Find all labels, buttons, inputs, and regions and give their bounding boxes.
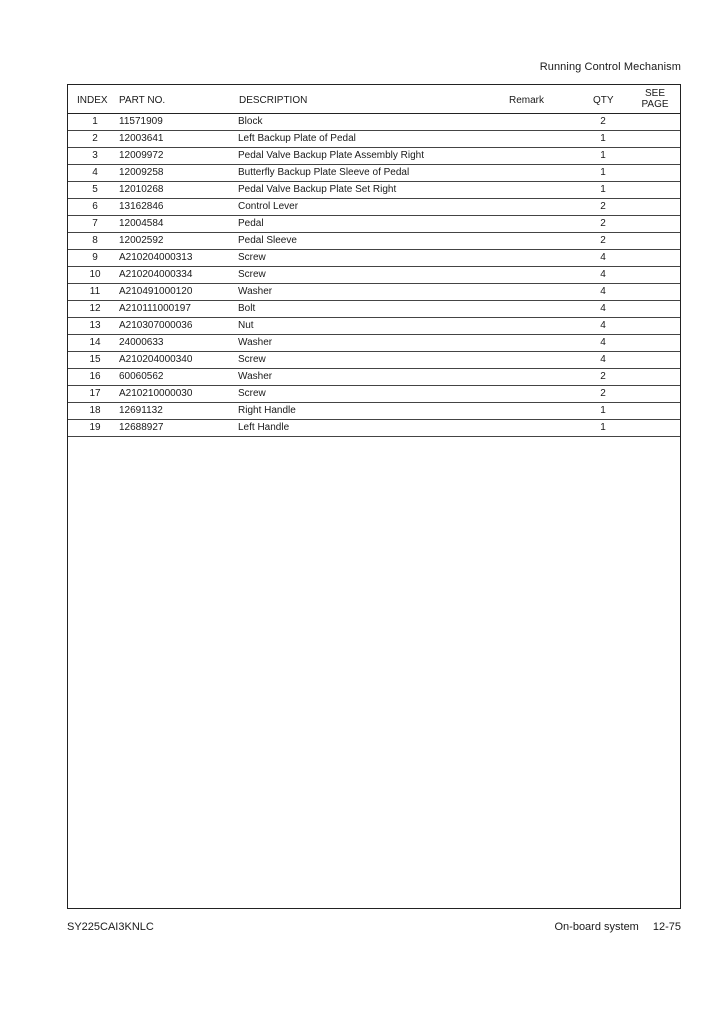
row-qty: 4 bbox=[600, 303, 606, 314]
table-row bbox=[68, 301, 680, 318]
row-index: 6 bbox=[92, 201, 98, 212]
table-row bbox=[68, 182, 680, 199]
row-qty: 4 bbox=[600, 252, 606, 263]
row-qty: 4 bbox=[600, 337, 606, 348]
row-qty: 4 bbox=[600, 354, 606, 365]
footer-chapter-page bbox=[554, 921, 681, 933]
row-description: Screw bbox=[238, 388, 266, 399]
table-row bbox=[68, 318, 680, 335]
row-qty: 4 bbox=[600, 286, 606, 297]
row-description: Left Handle bbox=[238, 422, 290, 433]
row-qty: 4 bbox=[600, 269, 606, 280]
section-title: Running Control Mechanism bbox=[539, 61, 681, 73]
row-part-no: 12009258 bbox=[119, 167, 164, 178]
row-description: Right Handle bbox=[238, 405, 296, 416]
row-part-no: A210204000313 bbox=[119, 252, 193, 263]
footer-page-number: 12-75 bbox=[652, 921, 681, 933]
row-description: Left Backup Plate of Pedal bbox=[238, 133, 356, 144]
row-description: Nut bbox=[238, 320, 254, 331]
header-remark: Remark bbox=[509, 95, 545, 106]
row-part-no: A210204000340 bbox=[119, 354, 193, 365]
row-part-no: 11571909 bbox=[119, 116, 163, 127]
row-qty: 1 bbox=[600, 133, 606, 144]
table-row bbox=[68, 403, 680, 420]
row-index: 17 bbox=[89, 388, 101, 399]
header-part-no: PART NO. bbox=[119, 95, 166, 106]
row-part-no: 12003641 bbox=[119, 133, 164, 144]
row-index: 3 bbox=[92, 150, 98, 161]
row-description: Pedal Valve Backup Plate Assembly Right bbox=[238, 150, 425, 161]
row-qty: 2 bbox=[600, 218, 606, 229]
row-part-no: 12010268 bbox=[119, 184, 164, 195]
row-index: 11 bbox=[89, 286, 101, 297]
row-qty: 1 bbox=[600, 167, 606, 178]
header-qty: QTY bbox=[593, 95, 614, 106]
row-description: Block bbox=[238, 116, 263, 127]
table-row bbox=[68, 267, 680, 284]
row-index: 16 bbox=[89, 371, 101, 382]
row-part-no: 12009972 bbox=[119, 150, 164, 161]
row-part-no: A210491000120 bbox=[119, 286, 193, 297]
table-row bbox=[68, 284, 680, 301]
row-description: Screw bbox=[238, 269, 266, 280]
row-part-no: 24000633 bbox=[119, 337, 164, 348]
row-qty: 1 bbox=[600, 184, 606, 195]
row-part-no: A210111000197 bbox=[119, 303, 191, 314]
table-row bbox=[68, 199, 680, 216]
row-index: 5 bbox=[92, 184, 98, 195]
row-index: 4 bbox=[92, 167, 98, 178]
row-index: 14 bbox=[89, 337, 101, 348]
row-index: 1 bbox=[92, 116, 98, 127]
row-part-no: 12004584 bbox=[119, 218, 164, 229]
row-part-no: A210307000036 bbox=[119, 320, 193, 331]
table-row bbox=[68, 233, 680, 250]
table-body bbox=[68, 114, 680, 437]
row-part-no: A210210000030 bbox=[119, 388, 193, 399]
row-index: 13 bbox=[89, 320, 101, 331]
footer-chapter: On-board system bbox=[554, 921, 639, 933]
table-row bbox=[68, 335, 680, 352]
row-qty: 2 bbox=[600, 116, 606, 127]
header-see-page-line1: SEE bbox=[644, 88, 665, 99]
row-description: Screw bbox=[238, 354, 266, 365]
row-description: Butterfly Backup Plate Sleeve of Pedal bbox=[238, 167, 410, 178]
row-qty: 1 bbox=[600, 150, 606, 161]
row-index: 19 bbox=[89, 422, 101, 433]
table-row bbox=[68, 250, 680, 267]
header-see-page-line2: PAGE bbox=[641, 99, 669, 110]
footer-model: SY225CAI3KNLC bbox=[67, 921, 154, 933]
table-row bbox=[68, 420, 680, 437]
table-row bbox=[68, 369, 680, 386]
table-row bbox=[68, 165, 680, 182]
parts-table bbox=[67, 84, 681, 909]
header-description: DESCRIPTION bbox=[239, 95, 308, 106]
row-description: Pedal Valve Backup Plate Set Right bbox=[238, 184, 397, 195]
row-qty: 2 bbox=[600, 201, 606, 212]
table-row bbox=[68, 114, 680, 131]
row-description: Screw bbox=[238, 252, 266, 263]
table-row bbox=[68, 131, 680, 148]
table-row bbox=[68, 216, 680, 233]
row-index: 18 bbox=[89, 405, 101, 416]
row-description: Washer bbox=[238, 337, 273, 348]
table-header bbox=[68, 85, 680, 114]
table-row bbox=[68, 352, 680, 369]
row-qty: 4 bbox=[600, 320, 606, 331]
row-description: Washer bbox=[238, 371, 273, 382]
row-description: Pedal Sleeve bbox=[238, 235, 297, 246]
row-part-no: 60060562 bbox=[119, 371, 164, 382]
header-index: INDEX bbox=[77, 95, 108, 106]
row-index: 10 bbox=[89, 269, 101, 280]
row-index: 8 bbox=[92, 235, 98, 246]
row-description: Bolt bbox=[238, 303, 256, 314]
row-qty: 2 bbox=[600, 371, 606, 382]
row-part-no: 12002592 bbox=[119, 235, 164, 246]
table-row bbox=[68, 386, 680, 403]
row-index: 12 bbox=[89, 303, 101, 314]
row-index: 2 bbox=[92, 133, 98, 144]
row-index: 7 bbox=[92, 218, 98, 229]
row-part-no: 12691132 bbox=[119, 405, 163, 416]
row-qty: 1 bbox=[600, 405, 606, 416]
header-see-page bbox=[638, 88, 672, 110]
row-part-no: A210204000334 bbox=[119, 269, 193, 280]
row-qty: 1 bbox=[600, 422, 606, 433]
row-qty: 2 bbox=[600, 388, 606, 399]
table-row bbox=[68, 148, 680, 165]
row-part-no: 13162846 bbox=[119, 201, 164, 212]
row-qty: 2 bbox=[600, 235, 606, 246]
row-index: 9 bbox=[92, 252, 98, 263]
row-index: 15 bbox=[89, 354, 101, 365]
row-description: Pedal bbox=[238, 218, 264, 229]
row-description: Control Lever bbox=[238, 201, 299, 212]
row-part-no: 12688927 bbox=[119, 422, 164, 433]
row-description: Washer bbox=[238, 286, 273, 297]
